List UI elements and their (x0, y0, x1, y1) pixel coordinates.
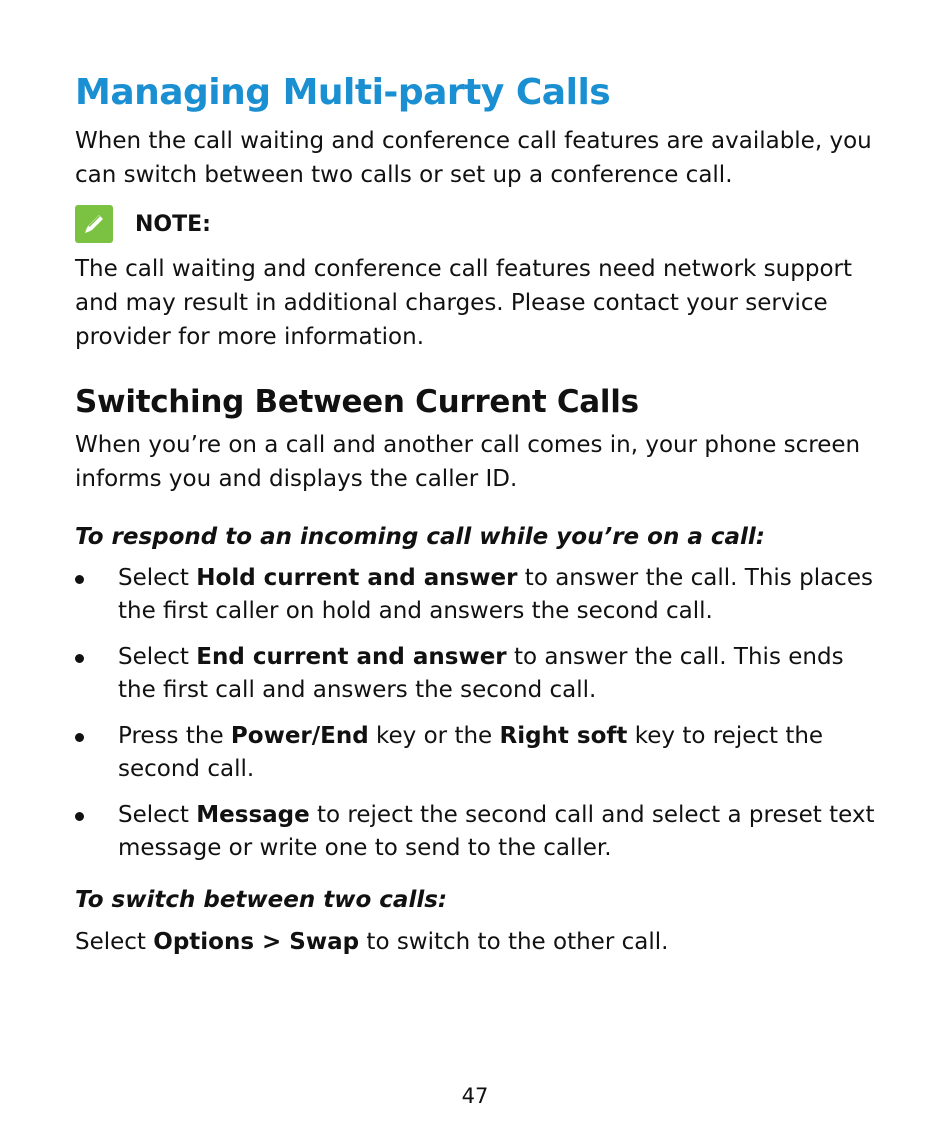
intro-paragraph: When the call waiting and conference call features are available, you can switch between two calls or set up a conference call. (75, 128, 872, 188)
list-item (75, 562, 875, 628)
note-header (75, 202, 875, 246)
item-bold: End current and answer (196, 644, 507, 670)
respond-heading: To respond to an incoming call while you’re on a call: (75, 524, 765, 550)
item-bold: Message (196, 802, 310, 828)
pencil-icon (75, 205, 113, 243)
item-text: key to reject the second call. (118, 723, 824, 782)
item-text: Select (118, 565, 197, 591)
bullet-icon (75, 733, 84, 742)
note-text: The call waiting and conference call features need network support and may result in additional charges. Please contact your service provider for more information. (75, 256, 852, 350)
item-text: Select (118, 644, 197, 670)
item-text: to answer the call. This places the first caller on hold and answers the second call. (118, 565, 873, 624)
section-body: When you’re on a call and another call comes in, your phone screen informs you and displays the caller ID. (75, 432, 861, 492)
switch-heading: To switch between two calls: (75, 887, 448, 913)
item-text: Press the (118, 723, 231, 749)
bullet-icon (75, 654, 84, 663)
switch-text: Select (75, 929, 154, 955)
item-text: key or the (368, 723, 500, 749)
section-heading: Switching Between Current Calls (75, 384, 639, 420)
item-text: to answer the call. This ends the first call and answers the second call. (118, 644, 844, 703)
item-bold: Right soft (499, 723, 628, 749)
note-label: NOTE: (135, 211, 211, 237)
list-item (75, 720, 875, 786)
item-text: Select (118, 802, 197, 828)
switch-text: to switch to the other call. (359, 929, 669, 955)
switch-paragraph (75, 925, 875, 959)
document-page (75, 62, 875, 959)
item-text: to reject the second call and select a preset text message or write one to send to the caller. (118, 802, 875, 861)
page-title: Managing Multi-party Calls (75, 72, 611, 113)
list-item (75, 641, 875, 707)
item-bold: Power/End (230, 723, 369, 749)
list-item (75, 799, 875, 865)
respond-list (75, 562, 875, 865)
bullet-icon (75, 812, 84, 821)
page-number: 47 (461, 1084, 489, 1108)
bullet-icon (75, 575, 84, 584)
item-bold: Hold current and answer (196, 565, 518, 591)
switch-bold: Options > Swap (153, 929, 360, 955)
